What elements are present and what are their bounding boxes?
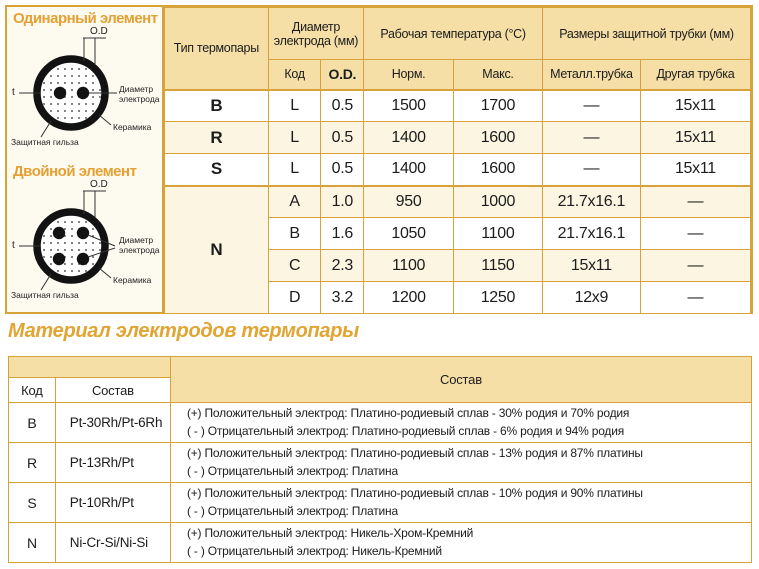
single-element-diagram [7, 7, 162, 160]
code-cell: L [268, 154, 321, 186]
col-header-max: Макс. [453, 60, 542, 90]
composition-short-cell: Pt-10Rh/Pt [55, 483, 170, 523]
spec-row-s [165, 154, 751, 186]
thermocouple-spec-table [164, 7, 751, 314]
material-row-b [9, 403, 752, 443]
composition-full-cell [170, 483, 751, 523]
col-group-tube-sizes: Размеры защитной трубки (мм) [542, 8, 750, 60]
max-temp-cell: 1250 [453, 282, 542, 314]
t-label: t [12, 87, 15, 98]
single-element-title: Одинарный элемент [13, 10, 158, 27]
negative-electrode-line: ( - ) Отрицательный электрод: Платина [186, 463, 398, 478]
col-header-composition-full: Состав [170, 357, 751, 403]
norm-temp-cell: 1100 [364, 250, 454, 282]
od-cell: 0.5 [321, 122, 364, 154]
norm-temp-cell: 1400 [364, 122, 454, 154]
od-cell: 3.2 [321, 282, 364, 314]
col-header-other-tube: Другая трубка [640, 60, 750, 90]
od-label: O.D [90, 26, 108, 37]
other-tube-cell: — [640, 218, 750, 250]
col-header-code: Код [268, 60, 321, 90]
spec-row-r [165, 122, 751, 154]
max-temp-cell: 1100 [453, 218, 542, 250]
composition-full-cell [170, 523, 751, 563]
material-row-s [9, 483, 752, 523]
negative-electrode-line: ( - ) Отрицательный электрод: Платино-родиевый сплав - 6% родия и 94% родия [186, 423, 625, 438]
norm-temp-cell: 1050 [364, 218, 454, 250]
metal-tube-cell: — [542, 90, 640, 122]
positive-electrode-line: (+) Положительный электрод: Платино-родиевый сплав - 30% родия и 70% родия [186, 406, 630, 421]
protective-sleeve-label: Защитная гильза [11, 290, 79, 300]
metal-tube-cell: 21.7x16.1 [542, 218, 640, 250]
positive-electrode-line: (+) Положительный электрод: Платино-родиевый сплав - 13% родия и 87% платины [186, 446, 643, 461]
type-cell: B [165, 90, 269, 122]
t-label: t [12, 240, 15, 251]
od-cell: 1.0 [321, 186, 364, 218]
electrode-diameter-label: Диаметр электрода [119, 84, 160, 104]
col-header-od: O.D. [321, 60, 364, 90]
col-header-composition-short: Состав [55, 378, 170, 403]
od-cell: 1.6 [321, 218, 364, 250]
metal-tube-cell: — [542, 154, 640, 186]
other-tube-cell: 15x11 [640, 90, 750, 122]
type-cell: N [165, 186, 269, 314]
norm-temp-cell: 1500 [364, 90, 454, 122]
double-element-title: Двойной элемент [13, 163, 137, 180]
other-tube-cell: — [640, 282, 750, 314]
norm-temp-cell: 1200 [364, 282, 454, 314]
material-row-r [9, 443, 752, 483]
code-cell: B [9, 403, 56, 443]
max-temp-cell: 1000 [453, 186, 542, 218]
code-cell: R [9, 443, 56, 483]
ceramic-label: Керамика [113, 275, 152, 285]
other-tube-cell: 15x11 [640, 122, 750, 154]
od-cell: 0.5 [321, 90, 364, 122]
diagram-panel [7, 7, 164, 312]
composition-short-cell: Ni-Cr-Si/Ni-Si [55, 523, 170, 563]
spec-row-b [165, 90, 751, 122]
code-cell: D [268, 282, 321, 314]
max-temp-cell: 1600 [453, 122, 542, 154]
spec-row-n-a [165, 186, 751, 218]
col-group-working-temperature: Рабочая температура (°C) [364, 8, 543, 60]
code-cell: A [268, 186, 321, 218]
metal-tube-cell: 21.7x16.1 [542, 186, 640, 218]
max-temp-cell: 1600 [453, 154, 542, 186]
max-temp-cell: 1700 [453, 90, 542, 122]
norm-temp-cell: 950 [364, 186, 454, 218]
composition-short-cell: Pt-30Rh/Pt-6Rh [55, 403, 170, 443]
material-row-n [9, 523, 752, 563]
negative-electrode-line: ( - ) Отрицательный электрод: Никель-Кремний [186, 543, 442, 558]
double-element-diagram [7, 160, 162, 313]
code-cell: B [268, 218, 321, 250]
type-cell: R [165, 122, 269, 154]
col-header-metal-tube: Металл.трубка [542, 60, 640, 90]
od-label: O.D [90, 179, 108, 190]
material-header-spacer [9, 357, 171, 378]
code-cell: N [9, 523, 56, 563]
top-section [5, 5, 753, 314]
norm-temp-cell: 1400 [364, 154, 454, 186]
material-section-heading: Материал электродов термопары [8, 320, 359, 342]
composition-full-cell [170, 443, 751, 483]
other-tube-cell: 15x11 [640, 154, 750, 186]
composition-full-cell [170, 403, 751, 443]
negative-electrode-line: ( - ) Отрицательный электрод: Платина [186, 503, 398, 518]
other-tube-cell: — [640, 186, 750, 218]
col-header-code: Код [9, 378, 56, 403]
code-cell: C [268, 250, 321, 282]
code-cell: L [268, 122, 321, 154]
ceramic-label: Керамика [113, 122, 152, 132]
protective-sleeve-label: Защитная гильза [11, 137, 79, 147]
col-group-electrode-diameter: Диаметр электрода (мм) [268, 8, 364, 60]
od-cell: 2.3 [321, 250, 364, 282]
metal-tube-cell: 12x9 [542, 282, 640, 314]
od-cell: 0.5 [321, 154, 364, 186]
type-cell: S [165, 154, 269, 186]
positive-electrode-line: (+) Положительный электрод: Платино-родиевый сплав - 10% родия и 90% платины [186, 486, 643, 501]
code-cell: S [9, 483, 56, 523]
electrode-diameter-label: Диаметр электрода [119, 235, 160, 255]
metal-tube-cell: 15x11 [542, 250, 640, 282]
electrode-material-table [8, 356, 752, 563]
positive-electrode-line: (+) Положительный электрод: Никель-Хром-Кремний [186, 526, 474, 541]
code-cell: L [268, 90, 321, 122]
other-tube-cell: — [640, 250, 750, 282]
composition-short-cell: Pt-13Rh/Pt [55, 443, 170, 483]
col-header-norm: Норм. [364, 60, 454, 90]
max-temp-cell: 1150 [453, 250, 542, 282]
col-header-type: Тип термопары [165, 8, 269, 90]
metal-tube-cell: — [542, 122, 640, 154]
